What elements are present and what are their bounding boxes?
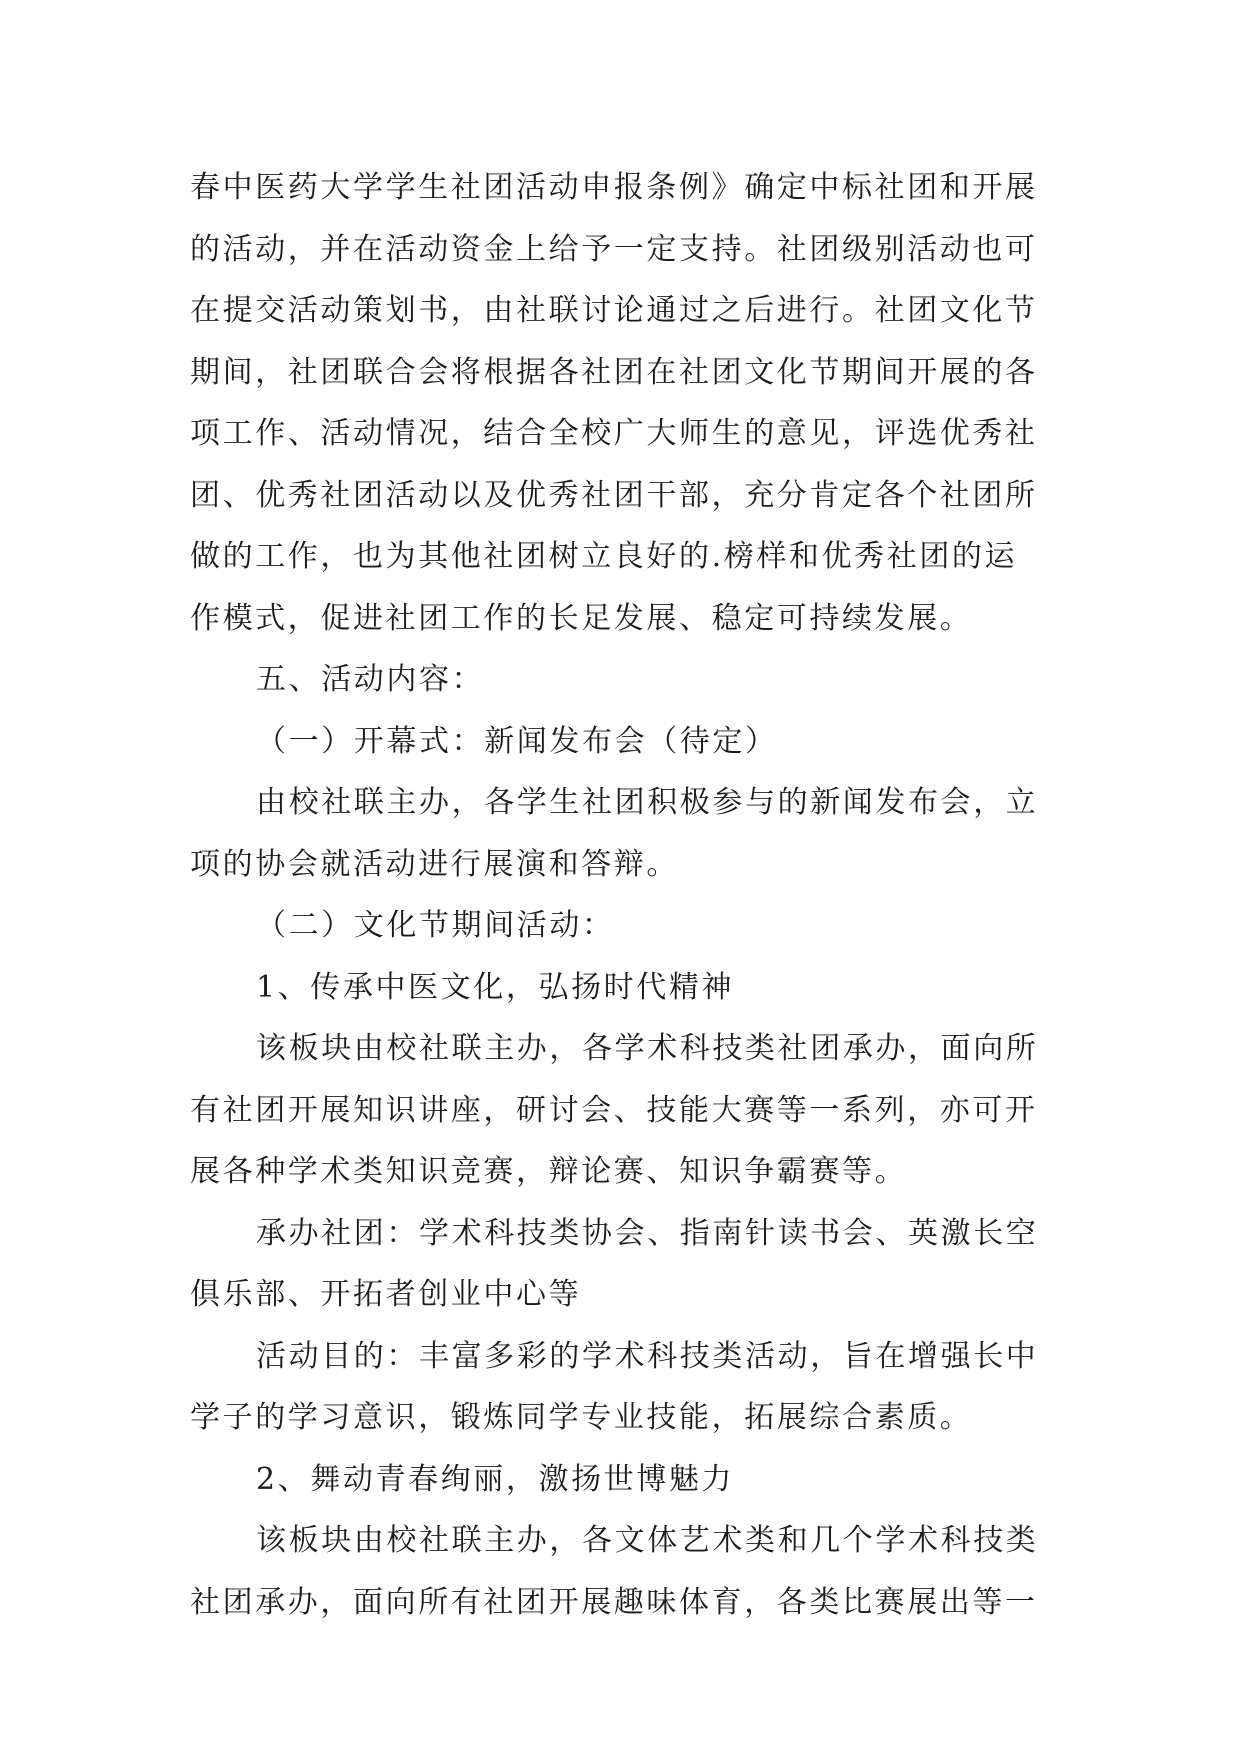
text-line: 俱乐部、开拓者创业中心等 bbox=[190, 1277, 582, 1312]
text-line: （二）文化节期间活动： bbox=[256, 908, 615, 943]
text-line: 由校社联主办，各学生社团积极参与的新闻发布会，立 bbox=[256, 785, 1039, 820]
text-line: 该板块由校社联主办，各学术科技类社团承办，面向所 bbox=[256, 1031, 1039, 1066]
text-line: 在提交活动策划书，由社联讨论通过之后进行。社团文化节 bbox=[190, 293, 1038, 328]
text-line: 有社团开展知识讲座，研讨会、技能大赛等一系列，亦可开 bbox=[190, 1092, 1038, 1128]
text-line: 项工作、活动情况，结合全校广大师生的意见，评选优秀社 bbox=[190, 416, 1038, 451]
text-line: 期间，社团联合会将根据各社团在社团文化节期间开展的各 bbox=[190, 354, 1038, 390]
text-line: （一）开幕式：新闻发布会（待定） bbox=[256, 723, 778, 759]
text-line: 的活动，并在活动资金上给予一定支持。社团级别活动也可 bbox=[190, 231, 1038, 267]
text-line: 1、传承中医文化，弘扬时代精神 bbox=[256, 969, 735, 1005]
text-line: 2、舞动青春绚丽，激扬世博魅力 bbox=[256, 1461, 735, 1497]
text-line: 五、活动内容： bbox=[256, 662, 485, 697]
text-line: 展各种学术类知识竞赛，辩论赛、知识争霸赛等。 bbox=[190, 1154, 908, 1189]
text-line: 学子的学习意识，锻炼同学专业技能，拓展综合素质。 bbox=[190, 1400, 973, 1435]
text-line: 做的工作，也为其他社团树立良好的.榜样和优秀社团的运 bbox=[190, 539, 1018, 574]
text-line: 该板块由校社联主办，各文体艺术类和几个学术科技类 bbox=[256, 1523, 1039, 1558]
text-line: 团、优秀社团活动以及优秀社团干部，充分肯定各个社团所 bbox=[190, 477, 1038, 513]
text-line: 活动目的：丰富多彩的学术科技类活动，旨在增强长中 bbox=[256, 1338, 1039, 1374]
text-line: 社团承办，面向所有社团开展趣味体育，各类比赛展出等一 bbox=[190, 1584, 1038, 1620]
document-body bbox=[190, 157, 1050, 1633]
text-line: 项的协会就活动进行展演和答辩。 bbox=[190, 846, 679, 882]
text-line: 承办社团：学术科技类协会、指南针读书会、英激长空 bbox=[256, 1215, 1039, 1251]
text-line: 作模式，促进社团工作的长足发展、稳定可持续发展。 bbox=[190, 600, 973, 636]
text-line: 春中医药大学学生社团活动申报条例》确定中标社团和开展 bbox=[190, 170, 1038, 205]
